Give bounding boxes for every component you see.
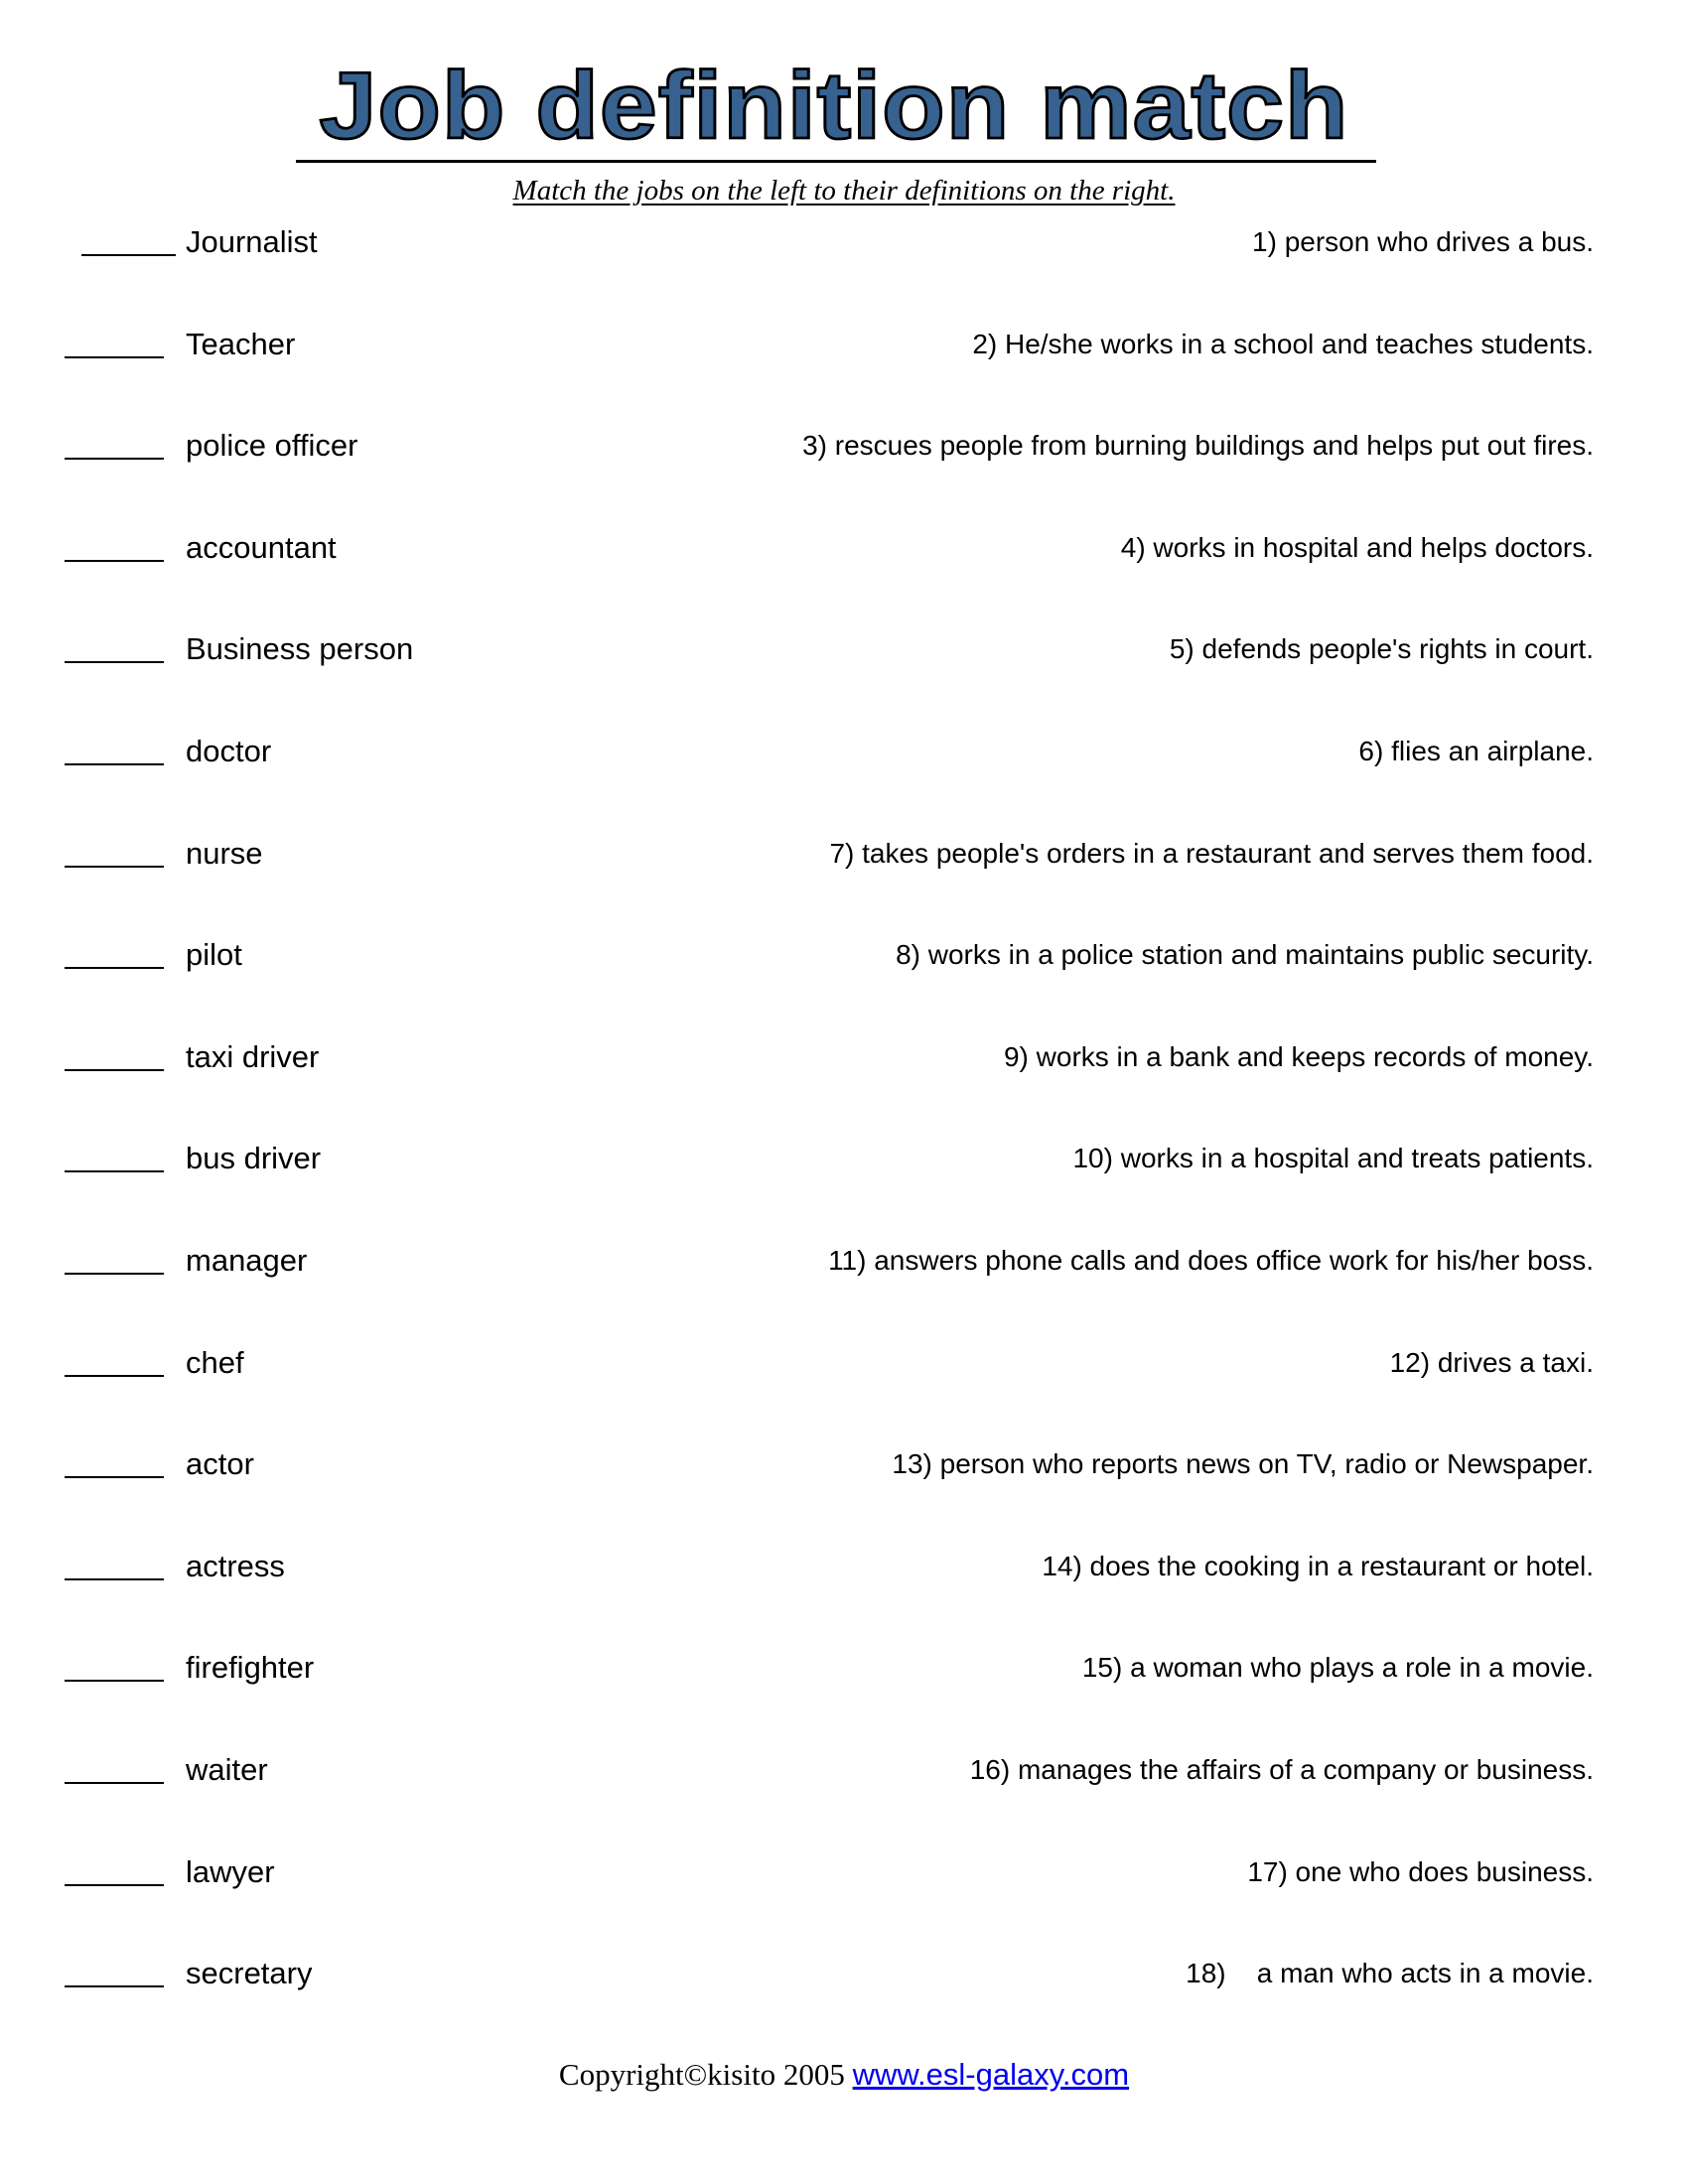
job-name: accountant — [186, 529, 337, 565]
match-row — [0, 327, 1688, 366]
match-row — [0, 937, 1688, 977]
match-row — [0, 836, 1688, 876]
answer-blank[interactable] — [65, 1756, 164, 1784]
footer — [0, 2057, 1688, 2093]
answer-blank[interactable] — [65, 1858, 164, 1886]
match-row — [0, 1345, 1688, 1385]
answer-blank[interactable] — [65, 941, 164, 969]
job-name: waiter — [186, 1752, 268, 1787]
definition: 11) answers phone calls and does office work for his/her boss. — [828, 1245, 1594, 1276]
answer-blank[interactable] — [65, 1450, 164, 1478]
job-name: bus driver — [186, 1141, 322, 1176]
match-row — [0, 428, 1688, 468]
match-row — [0, 1956, 1688, 1995]
answer-blank[interactable] — [65, 1043, 164, 1071]
definition: 1) person who drives a bus. — [1252, 226, 1594, 257]
answer-blank[interactable] — [65, 1145, 164, 1172]
answer-blank[interactable] — [81, 228, 176, 256]
match-row — [0, 1549, 1688, 1588]
answer-blank[interactable] — [65, 1553, 164, 1580]
answer-blank[interactable] — [65, 1247, 164, 1275]
answer-blank[interactable] — [65, 738, 164, 765]
job-name: doctor — [186, 734, 272, 768]
job-name: taxi driver — [186, 1038, 320, 1074]
match-row — [0, 734, 1688, 773]
job-name: chef — [186, 1344, 244, 1380]
title-divider — [296, 160, 1376, 163]
definition: 5) defends people's rights in court. — [1169, 633, 1594, 665]
job-name: Teacher — [186, 326, 296, 361]
page-title: Job definition match — [319, 53, 1349, 160]
answer-blank[interactable] — [65, 635, 164, 663]
definition: 9) works in a bank and keeps records of money. — [1003, 1040, 1594, 1072]
job-name: pilot — [186, 937, 242, 973]
answer-blank[interactable] — [65, 1654, 164, 1682]
job-name: manager — [186, 1243, 308, 1278]
answer-blank[interactable] — [65, 432, 164, 460]
definition: 12) drives a taxi. — [1389, 1346, 1594, 1378]
job-name: firefighter — [186, 1650, 315, 1686]
match-row — [0, 1141, 1688, 1180]
answer-blank[interactable] — [65, 534, 164, 562]
match-row — [0, 1243, 1688, 1283]
job-name: actor — [186, 1446, 254, 1482]
definition: 4) works in hospital and helps doctors. — [1120, 531, 1594, 563]
answer-blank[interactable] — [65, 1960, 164, 1987]
definition: 17) one who does business. — [1247, 1855, 1594, 1887]
match-row — [0, 1650, 1688, 1690]
match-row — [0, 1752, 1688, 1792]
copyright-text: Copyright©kisito 2005 — [558, 2057, 853, 2092]
definition: 14) does the cooking in a restaurant or hotel. — [1042, 1550, 1594, 1581]
website-link[interactable]: www.esl-galaxy.com — [852, 2057, 1130, 2092]
job-name: lawyer — [186, 1853, 275, 1889]
job-name: secretary — [186, 1956, 313, 1991]
answer-blank[interactable] — [65, 331, 164, 358]
definition: 16) manages the affairs of a company or business. — [969, 1754, 1594, 1785]
match-row — [0, 631, 1688, 671]
job-name: nurse — [186, 835, 263, 871]
definition: 10) works in a hospital and treats patients. — [1072, 1143, 1594, 1174]
match-row — [0, 530, 1688, 570]
instructions: Match the jobs on the left to their definitions on the right. — [512, 175, 1176, 206]
match-row — [0, 224, 1688, 264]
job-name: police officer — [186, 428, 358, 464]
match-row — [0, 1854, 1688, 1894]
match-row — [0, 1446, 1688, 1486]
definition: 15) a woman who plays a role in a movie. — [1081, 1652, 1594, 1684]
job-name: Business person — [186, 631, 414, 667]
definition: 7) takes people's orders in a restaurant and serves them food. — [829, 837, 1594, 869]
definition: 2) He/she works in a school and teaches students. — [972, 328, 1594, 359]
definition: 18) a man who acts in a movie. — [1186, 1958, 1594, 1989]
job-name: Journalist — [186, 224, 318, 259]
definition: 3) rescues people from burning buildings and helps put out fires. — [802, 430, 1594, 462]
match-row — [0, 1039, 1688, 1079]
answer-blank[interactable] — [65, 1349, 164, 1377]
job-name: actress — [186, 1548, 285, 1583]
definition: 8) works in a police station and maintains public security. — [896, 939, 1594, 971]
definition: 13) person who reports news on TV, radio or Newspaper. — [892, 1448, 1594, 1480]
answer-blank[interactable] — [65, 840, 164, 868]
definition: 6) flies an airplane. — [1358, 736, 1594, 766]
